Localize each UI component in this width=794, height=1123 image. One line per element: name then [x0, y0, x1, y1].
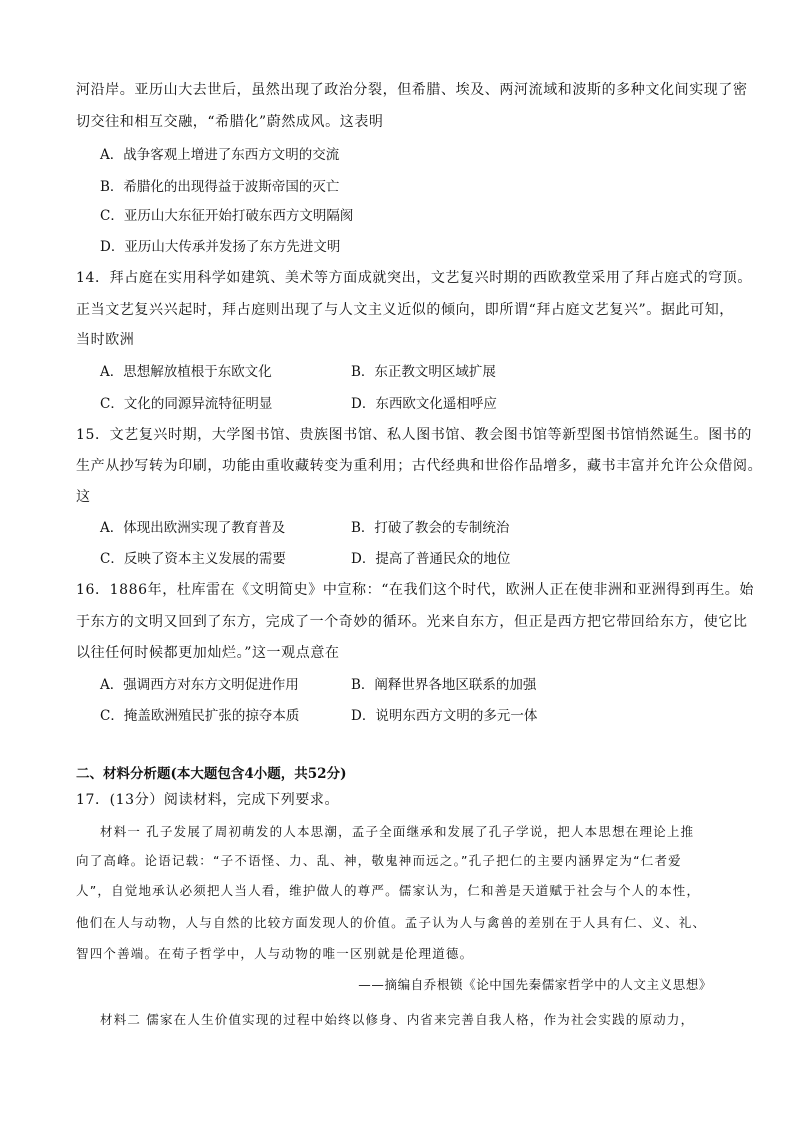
q17-material1-line1: 材料一 孔子发展了周初萌发的人本思潮，孟子全面继承和发展了孔子学说，把人本思想在理论上推 [100, 824, 695, 839]
q15-option-a: A．体现出欧洲实现了教育普及 [100, 520, 286, 536]
q14-option-a: A．思想解放植根于东欧文化 [100, 364, 272, 380]
q17-material1-source: ——摘编自乔根锁《论中国先秦儒家哲学中的人文主义思想》 [358, 977, 712, 992]
q15-stem-line2: 生产从抄写转为印刷，功能由重收藏转变为重利用；古代经典和世俗作品增多，藏书丰富并允许公众借阅。 [76, 458, 763, 474]
q16-option-a: A．强调西方对东方文明促进作用 [100, 677, 299, 693]
q15-stem-line1: 15．文艺复兴时期，大学图书馆、贵族图书馆、私人图书馆、教会图书馆等新型图书馆悄然诞生。图书的 [76, 427, 753, 443]
q17-intro: 17．(13分）阅读材料，完成下列要求。 [76, 792, 340, 808]
q13-option-d: D．亚历山大传承并发扬了东方先进文明 [100, 239, 341, 255]
q16-option-c: C．掩盖欧洲殖民扩张的掠夺本质 [100, 708, 300, 724]
q14-stem-line3: 当时欧洲 [76, 332, 135, 348]
q16-stem-line1: 16．1886年，杜库雷在《文明简史》中宣称：“在我们这个时代，欧洲人正在使非洲和亚洲得到再生。始 [76, 582, 754, 598]
q15-option-c: C．反映了资本主义发展的需要 [100, 551, 286, 567]
q14-stem-line1: 14．拜占庭在实用科学如建筑、美术等方面成就突出，文艺复兴时期的西欧教堂采用了拜占庭式的穹顶。 [76, 270, 753, 286]
q17-material2-line1: 材料二 儒家在人生价值实现的过程中始终以修身、内省来完善自我人格，作为社会实践的原动力， [100, 1012, 695, 1027]
q17-material1-line3: 人”，自觉地承认必须把人当人看，维护做人的尊严。儒家认为，仁和善是天道赋于社会与个人的本性， [76, 883, 701, 898]
q13-option-a: A．战争客观上增进了东西方文明的交流 [100, 147, 340, 163]
q17-material1-line4: 他们在人与动物，人与自然的比较方面发现人的价值。孟子认为人与禽兽的差别在于人具有仁、义、礼、 [76, 915, 707, 930]
q13-option-b: B．希腊化的出现得益于波斯帝国的灭亡 [100, 179, 340, 195]
q17-material1-line5: 智四个善端。在荀子哲学中，人与动物的唯一区别就是伦理道德。 [76, 946, 474, 961]
q13-stem-line1: 河沿岸。亚历山大去世后，虽然出现了政治分裂，但希腊、埃及、两河流域和波斯的多种文化间实现了密 [76, 82, 748, 98]
q13-option-c: C．亚历山大东征开始打破东西方文明隔阂 [100, 208, 354, 224]
q15-stem-line3: 这 [76, 489, 91, 505]
q14-option-b: B．东正教文明区域扩展 [351, 364, 496, 380]
q16-stem-line2: 于东方的文明又回到了东方，完成了一个奇妙的循环。光来自东方，但正是西方把它带回给东方，使它比 [76, 614, 748, 630]
q16-stem-line3: 以往任何时候都更加灿烂。”这一观点意在 [76, 645, 340, 661]
q16-option-d: D．说明东西方文明的多元一体 [351, 708, 538, 724]
section-title: 二、材料分析题(本大题包含4小题，共52分) [76, 766, 347, 782]
q14-option-c: C．文化的同源异流特征明显 [100, 396, 273, 412]
q15-option-b: B．打破了教会的专制统治 [351, 520, 510, 536]
q14-stem-line2: 正当文艺复兴兴起时，拜占庭则出现了与人文主义近似的倾向，即所谓“拜占庭文艺复兴”。据此可知， [76, 302, 734, 318]
q17-material1-line2: 向了高峰。论语记载：“子不语怪、力、乱、神，敬鬼神而远之。”孔子把仁的主要内涵界定为“仁者爱 [76, 853, 682, 868]
q15-option-d: D．提高了普通民众的地位 [351, 551, 511, 567]
q16-option-b: B．阐释世界各地区联系的加强 [351, 677, 537, 693]
q13-stem-line2: 切交往和相互交融，“希腊化”蔚然成风。这表明 [76, 114, 384, 130]
q14-option-d: D．东西欧文化遥相呼应 [351, 396, 497, 412]
